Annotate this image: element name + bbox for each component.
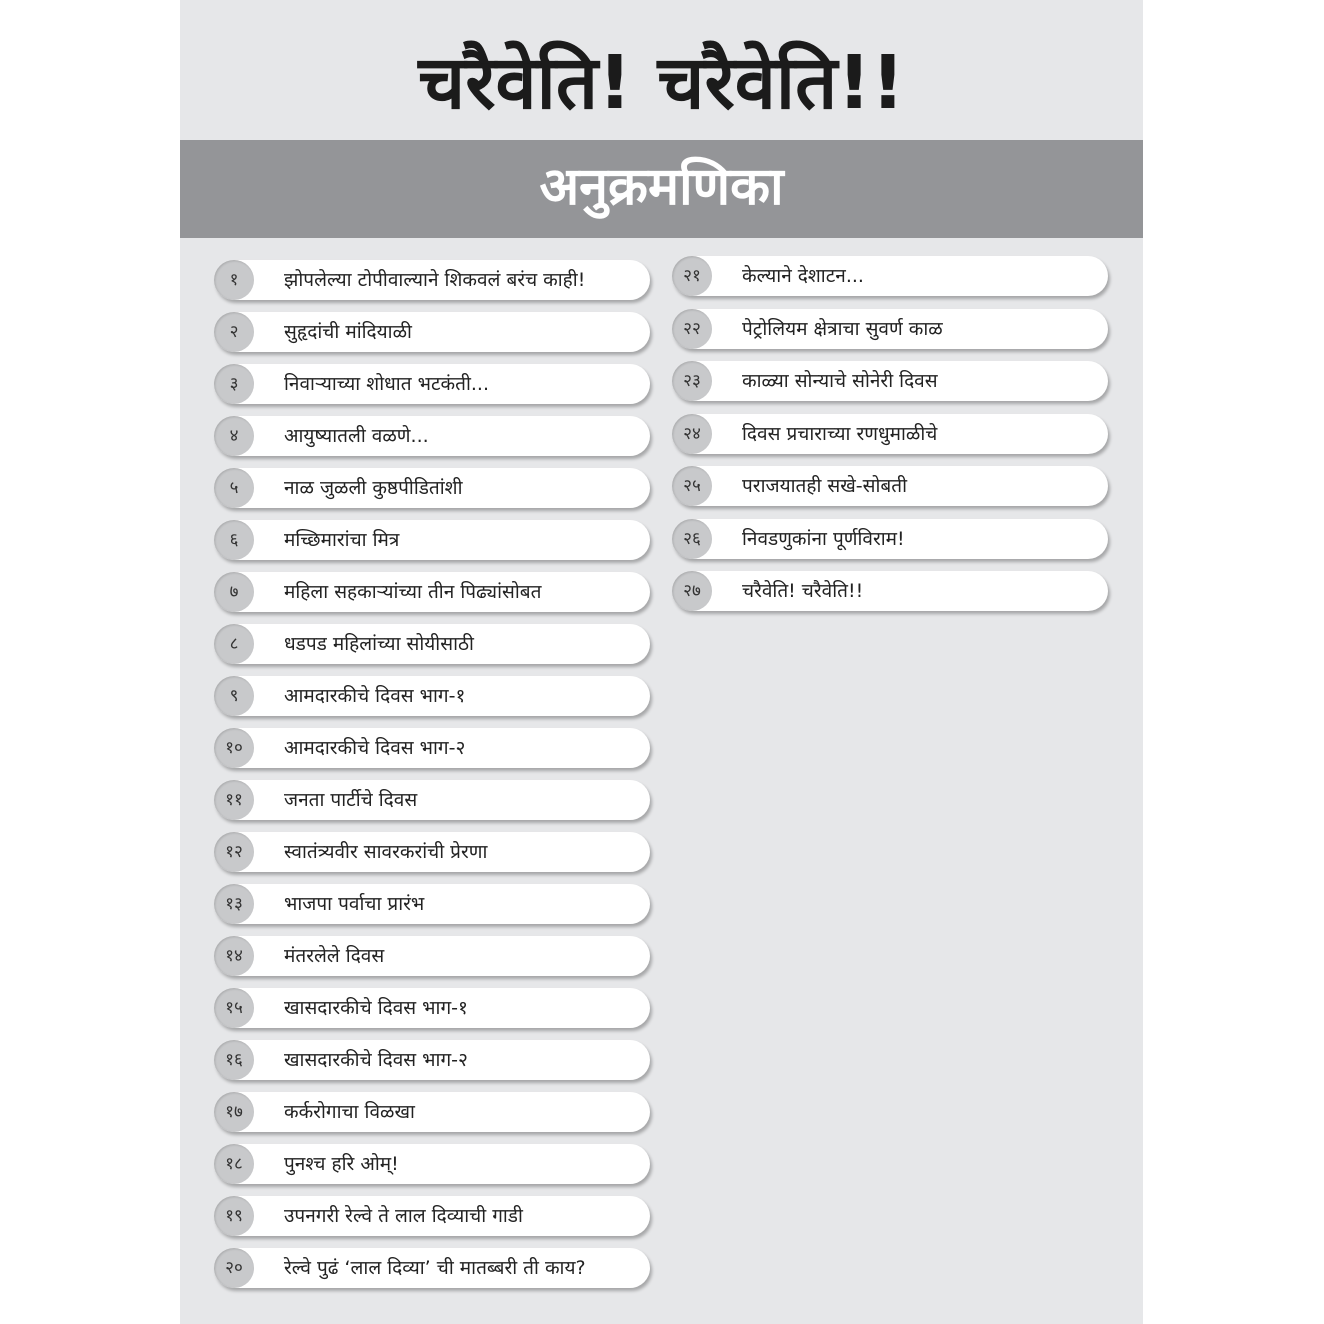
chapter-number: ११ <box>214 780 254 820</box>
contents-entry[interactable] <box>214 780 652 822</box>
entry-pill <box>214 1144 650 1184</box>
chapter-title: सुहृदांची मांदियाळी <box>284 321 412 343</box>
chapter-title: आमदारकीचे दिवस भाग-१ <box>284 685 466 707</box>
chapter-number: ५ <box>214 468 254 508</box>
chapter-number: ४ <box>214 416 254 456</box>
contents-entry[interactable] <box>214 1040 652 1082</box>
chapter-number: २४ <box>672 414 712 454</box>
chapter-number: १८ <box>214 1144 254 1184</box>
chapter-title: पुनश्च हरि ओम्! <box>284 1153 399 1175</box>
entry-pill <box>214 520 650 560</box>
chapter-number: १२ <box>214 832 254 872</box>
chapter-number: १५ <box>214 988 254 1028</box>
chapter-number: १४ <box>214 936 254 976</box>
chapter-title: मंतरलेले दिवस <box>284 945 385 967</box>
chapter-number: १९ <box>214 1196 254 1236</box>
chapter-title: भाजपा पर्वाचा प्रारंभ <box>284 893 425 915</box>
chapter-number: ३ <box>214 364 254 404</box>
chapter-title: निवडणुकांना पूर्णविराम! <box>742 527 905 550</box>
contents-entry[interactable] <box>214 1248 652 1290</box>
chapter-title: नाळ जुळली कुष्ठपीडितांशी <box>284 477 463 499</box>
chapter-number: २२ <box>672 309 712 349</box>
entry-pill <box>214 1092 650 1132</box>
chapter-number: २३ <box>672 361 712 401</box>
entry-pill <box>214 780 650 820</box>
contents-entry[interactable] <box>214 884 652 926</box>
chapter-number: २१ <box>672 256 712 296</box>
contents-entry[interactable] <box>214 468 652 510</box>
chapter-title: झोपलेल्या टोपीवाल्याने शिकवलं बरंच काही! <box>284 269 586 291</box>
contents-entry[interactable] <box>672 571 1110 613</box>
contents-entry[interactable] <box>672 256 1110 298</box>
chapter-title: महिला सहकाऱ्यांच्या तीन पिढ्यांसोबत <box>284 581 542 603</box>
entry-pill <box>214 884 650 924</box>
chapter-number: १६ <box>214 1040 254 1080</box>
entry-pill <box>214 936 650 976</box>
entry-pill <box>672 256 1108 296</box>
contents-entry[interactable] <box>214 416 652 458</box>
chapter-number: ६ <box>214 520 254 560</box>
chapter-title: आयुष्यातली वळणे... <box>284 425 429 447</box>
contents-banner <box>180 140 1143 238</box>
chapter-number: २ <box>214 312 254 352</box>
contents-entry[interactable] <box>214 936 652 978</box>
chapter-number: १७ <box>214 1092 254 1132</box>
contents-entry[interactable] <box>672 361 1110 403</box>
chapter-title: आमदारकीचे दिवस भाग-२ <box>284 737 466 759</box>
chapter-number: ८ <box>214 624 254 664</box>
contents-entry[interactable] <box>214 520 652 562</box>
chapter-title: मच्छिमारांचा मित्र <box>284 529 400 551</box>
chapter-title: कर्करोगाचा विळखा <box>284 1101 415 1123</box>
chapter-number: १० <box>214 728 254 768</box>
chapter-number: २७ <box>672 571 712 611</box>
chapter-number: २५ <box>672 466 712 506</box>
contents-heading: अनुक्रमणिका <box>539 157 784 217</box>
chapter-title: उपनगरी रेल्वे ते लाल दिव्याची गाडी <box>284 1205 523 1227</box>
contents-entry[interactable] <box>214 624 652 666</box>
contents-entry[interactable] <box>214 1196 652 1238</box>
chapter-title: पेट्रोलियम क्षेत्राचा सुवर्ण काळ <box>742 317 943 340</box>
entry-pill <box>214 312 650 352</box>
chapter-title: पराजयातही सखे-सोबती <box>742 475 908 497</box>
contents-entry[interactable] <box>214 728 652 770</box>
contents-entry[interactable] <box>214 1092 652 1134</box>
chapter-title: जनता पार्टीचे दिवस <box>284 789 418 811</box>
contents-entry[interactable] <box>214 312 652 354</box>
contents-entry[interactable] <box>214 260 652 302</box>
entry-pill <box>214 416 650 456</box>
chapter-title: खासदारकीचे दिवस भाग-२ <box>284 1049 468 1071</box>
chapter-number: १३ <box>214 884 254 924</box>
chapter-number: ९ <box>214 676 254 716</box>
chapter-number: १ <box>214 260 254 300</box>
chapter-title: काळ्या सोन्याचे सोनेरी दिवस <box>742 370 938 392</box>
contents-entry[interactable] <box>214 832 652 874</box>
chapter-title: रेल्वे पुढं ‘लाल दिव्या’ ची मातब्बरी ती काय? <box>284 1257 586 1279</box>
book-title: चरैवेति! चरैवेति!! <box>418 40 905 126</box>
contents-entry[interactable] <box>214 676 652 718</box>
contents-entry[interactable] <box>214 1144 652 1186</box>
contents-entry[interactable] <box>672 519 1110 561</box>
chapter-title: चरैवेति! चरैवेति!! <box>742 580 864 602</box>
chapter-title: स्वातंत्र्यवीर सावरकरांची प्रेरणा <box>284 841 488 863</box>
book-page <box>180 0 1143 1324</box>
chapter-title: निवाऱ्याच्या शोधात भटकंती... <box>284 373 489 395</box>
contents-entry[interactable] <box>214 572 652 614</box>
chapter-number: २६ <box>672 519 712 559</box>
contents-entry[interactable] <box>214 988 652 1030</box>
contents-entry[interactable] <box>214 364 652 406</box>
chapter-number: २० <box>214 1248 254 1288</box>
entry-pill <box>672 571 1108 611</box>
chapter-title: धडपड महिलांच्या सोयीसाठी <box>284 633 474 655</box>
contents-entry[interactable] <box>672 309 1110 351</box>
contents-entry[interactable] <box>672 414 1110 456</box>
chapter-number: ७ <box>214 572 254 612</box>
chapter-title: केल्याने देशाटन... <box>742 265 864 287</box>
contents-entry[interactable] <box>672 466 1110 508</box>
chapter-title: दिवस प्रचाराच्या रणधुमाळीचे <box>742 422 938 445</box>
chapter-title: खासदारकीचे दिवस भाग-१ <box>284 997 468 1019</box>
